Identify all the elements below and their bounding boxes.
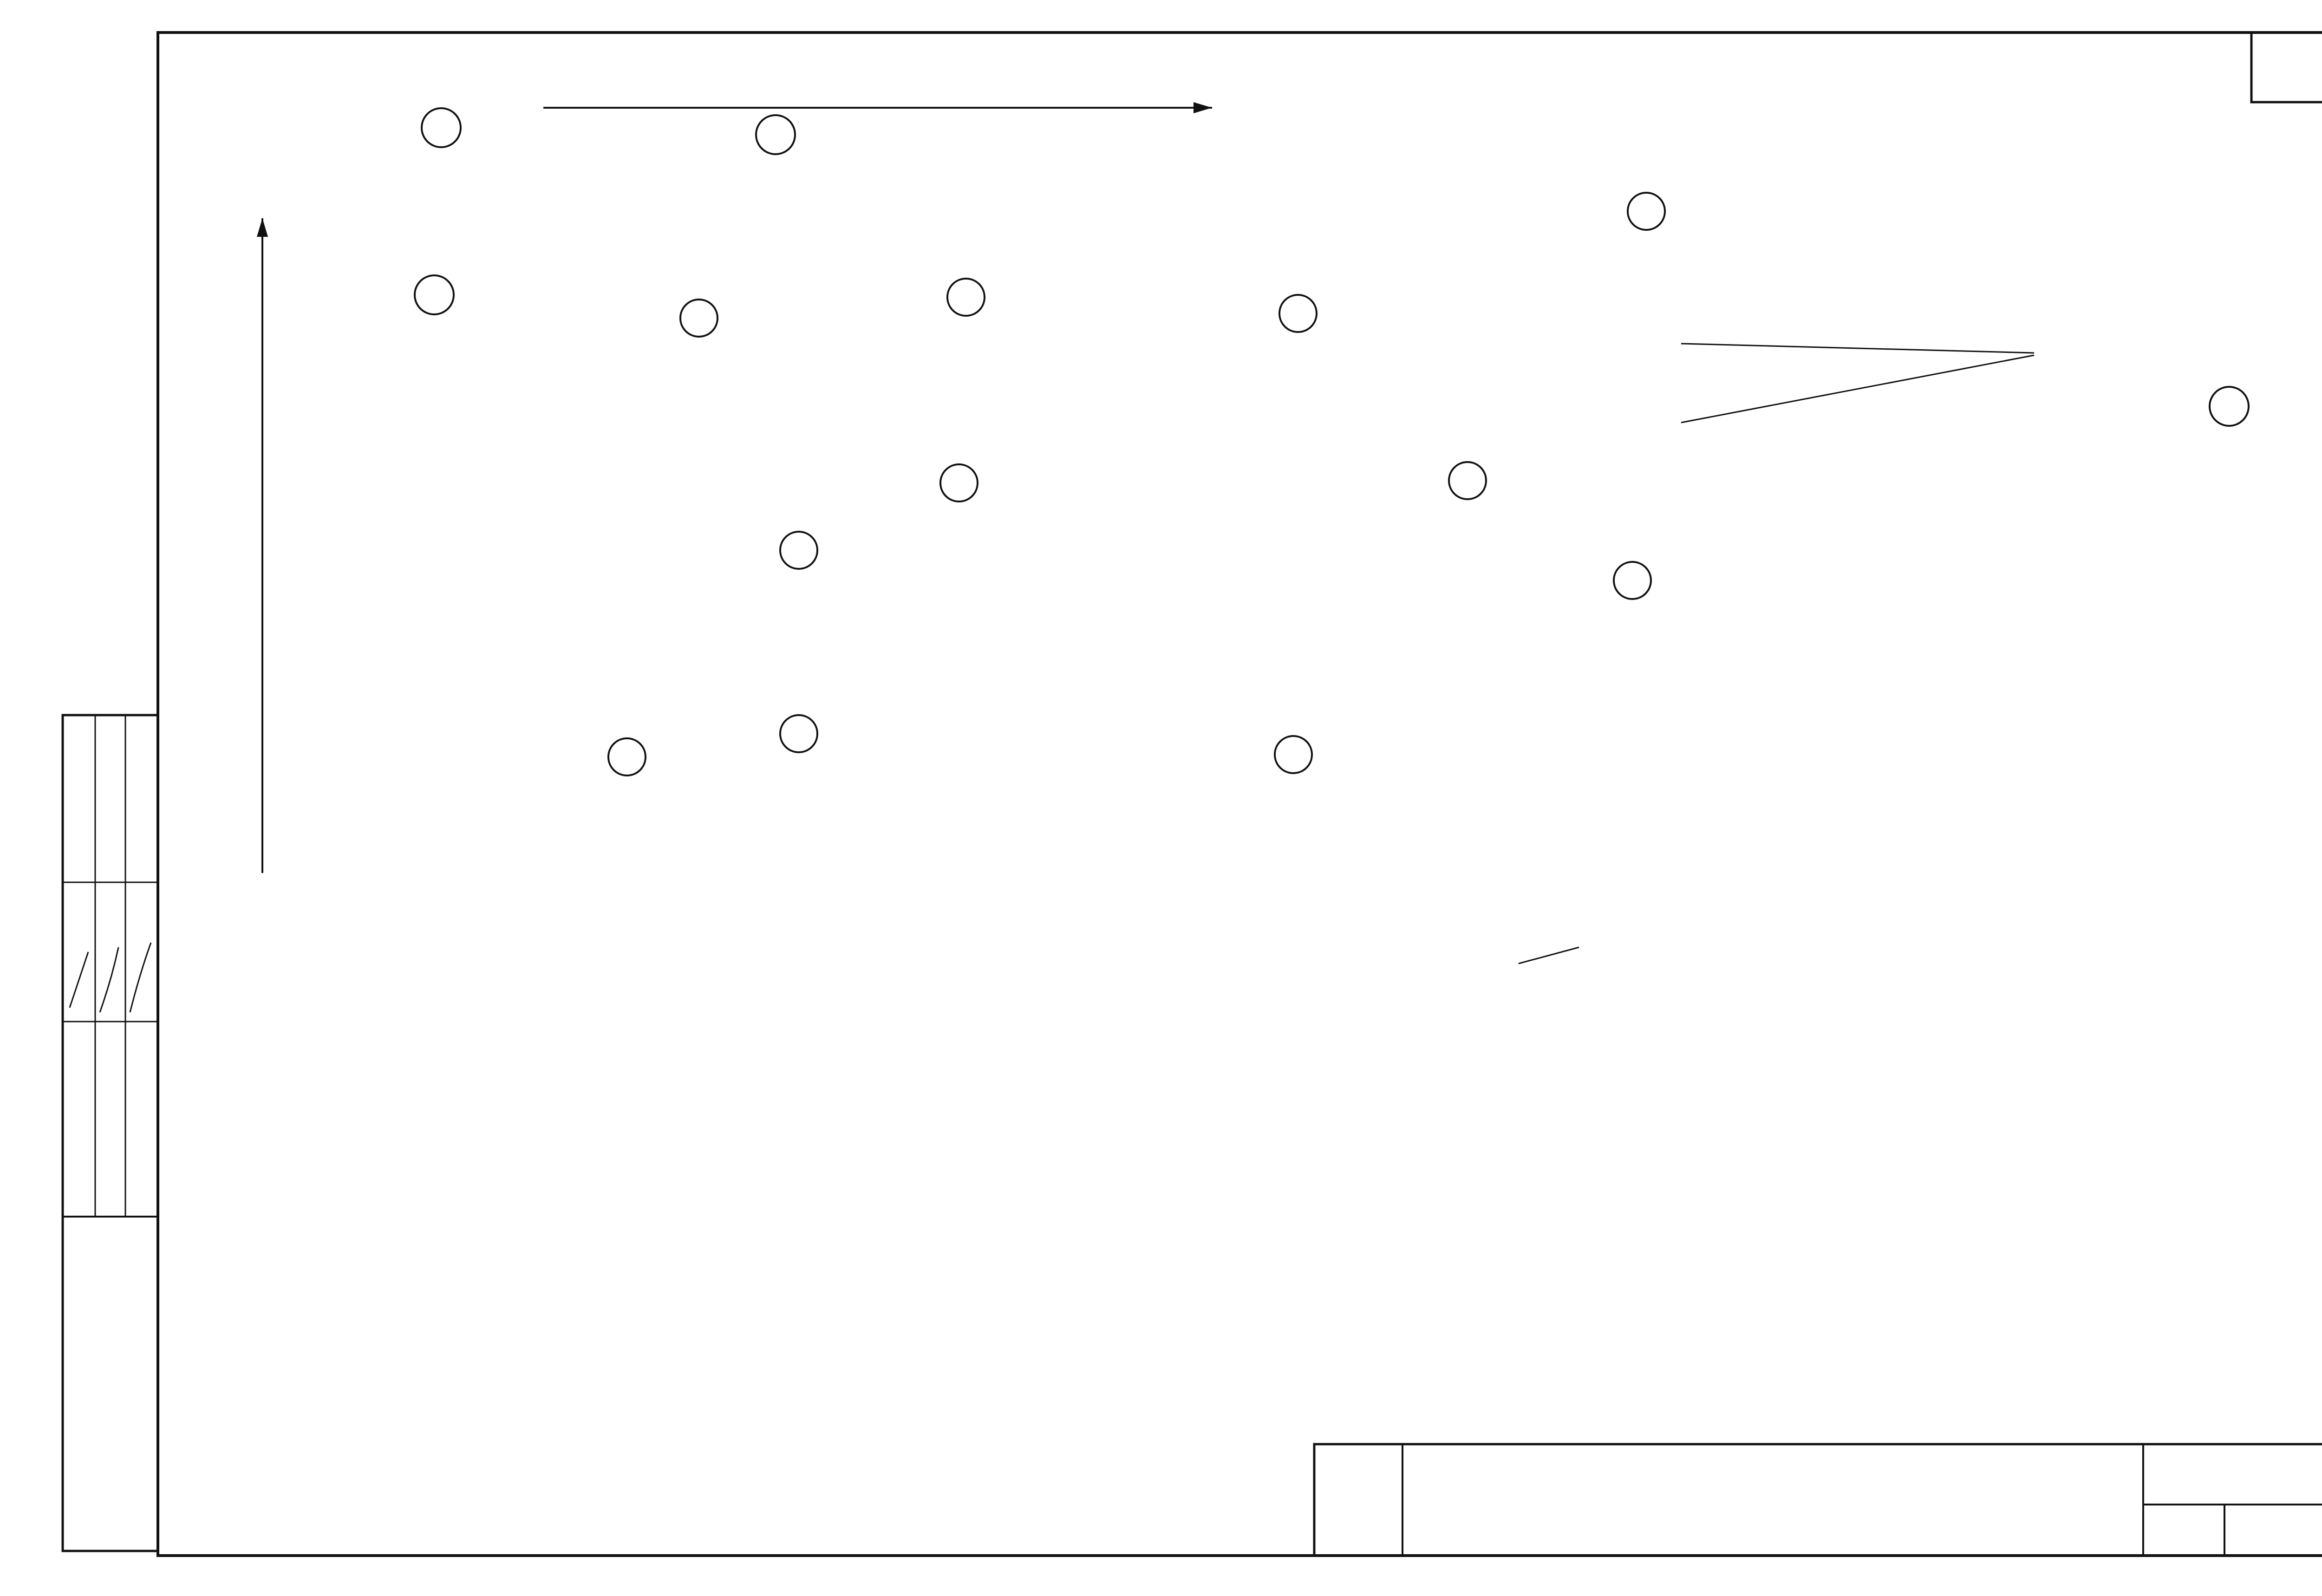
weld-leader (1681, 344, 2034, 353)
signature-scribbles (70, 943, 151, 1012)
title-frame (1314, 1444, 2322, 1556)
callout-circle (422, 108, 461, 147)
callout-circle (1628, 193, 1665, 230)
page-number-box (2251, 33, 2322, 102)
arrow-head-icon (257, 218, 268, 237)
callout-circle (1275, 736, 1312, 773)
callout-circle (608, 738, 646, 775)
joint-leader (1519, 947, 1579, 964)
weld-leader (1681, 355, 2034, 423)
sheet-frame (158, 33, 2322, 1556)
title-block (1314, 1444, 2322, 1556)
callout-circle (1449, 462, 1486, 499)
callout-circle (415, 275, 454, 314)
stamp-frame (63, 715, 158, 1551)
callout-circle (940, 464, 978, 502)
callout-circle (780, 532, 817, 569)
callout-circle (680, 300, 717, 337)
callout-circle (2210, 387, 2249, 426)
arrow-head-icon (1194, 102, 1212, 113)
callout-circle (780, 715, 817, 752)
signature-stamp (63, 715, 158, 1551)
callout-circle (756, 115, 795, 154)
callouts (415, 108, 2249, 775)
callout-circle (1279, 295, 1317, 332)
callout-circle (1614, 562, 1651, 599)
callout-circle (947, 279, 985, 316)
